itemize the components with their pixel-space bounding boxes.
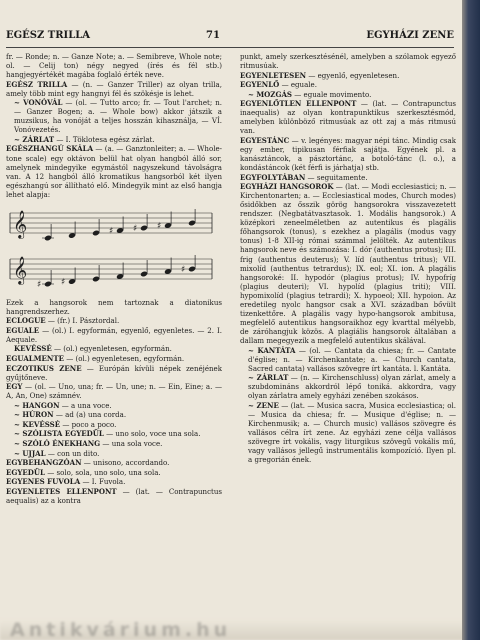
dictionary-entry	[6, 316, 222, 325]
sharp-icon: ♯	[109, 226, 114, 237]
sharp-icon: ♯	[133, 223, 138, 234]
entry-text: — (lat. — Contrapunctus inaequalis) az olyan kontrapunktikus szerkesztésmód, amelyben különböző ritmusúak az ott zaj a más ritmusú van.	[240, 99, 456, 136]
dictionary-entry	[240, 346, 456, 373]
dictionary-entry	[6, 344, 222, 353]
entry-headword: ECZOTIKUS ZENE	[6, 363, 82, 373]
entry-text: — (ol. — Cantata da chiesa; fr. — Cantate d'église; n. — Kirchenkantate; a. — Church cantata, Sacred cantata) vallásos szövegre írt kantáta. l. Kantáta.	[248, 345, 456, 373]
dictionary-entry	[6, 468, 222, 477]
entry-headword: EGYENLETESEN	[240, 70, 307, 80]
entry-headword: ~ KEVÉSSÉ	[14, 419, 61, 429]
entry-headword: EGUALE	[6, 325, 40, 335]
staff-note	[164, 257, 172, 274]
dictionary-entry	[240, 90, 456, 99]
entry-headword: EGYENLŐTLEN ELLENPONT	[240, 99, 357, 109]
entry-text: — (n. — Ganzer Triller) az olyan trilla, amely több mint egy hangnyi fél és szökésje is lehet.	[6, 79, 222, 98]
whole-tone-scale-staff	[6, 201, 216, 296]
entry-text: — (lat. — Musica sacra, Musica ecclesiastica; ol. — Musica da chiesa; fr. — Musique d'église; n. — Kirchenmusik; a. — Church music) vallásos szövegre és vallásos célra írt zene. Az egyházi zene célja vallásos szövegre írt vokális, vagy liturgikus szövegű vokális mű, vagy vallásos jellegű instrumentális kompozíció. Ilyen pl. a gregorián ének.	[248, 400, 456, 465]
entry-headword: KEVÉSSÉ	[14, 344, 52, 354]
entry-text: — (n. — Kirchenschluss) olyan zárlat, amely a szubdomináns akkordról lépő toniká. akkordra, vagy olyan zárlatra amely egyházi zenében szokásos.	[248, 373, 456, 401]
dictionary-entry	[6, 449, 222, 458]
staff-system	[10, 255, 212, 290]
entry-text: fr. — Ronde; n. — Ganze Note; a. — Semibreve, Whole note; ol. — Celij ton) négy negyed (írés és fél stb.) hangjegyértékét magába foglaló érték neve.	[6, 52, 222, 80]
dictionary-entry	[6, 364, 222, 382]
entry-text: — I. Töklotesa egész zárlat.	[54, 134, 155, 144]
dictionary-entry	[240, 401, 456, 464]
entry-headword: ~ KANTÁTA	[248, 345, 296, 355]
header-left-title: EGÉSZ TRILLA	[6, 30, 91, 41]
staff-system	[10, 209, 212, 241]
entry-headword: ~ ZENE	[248, 400, 279, 410]
entry-text: — a una voce.	[59, 400, 112, 410]
entry-text: — uno solo, voce una sola.	[103, 429, 201, 439]
staff-note	[68, 221, 76, 238]
entry-headword: EGÉSZ TRILLA	[6, 79, 68, 89]
entry-text: — (lat. — Modi ecclesiastici; n. — Kirchentonarten; a. — Ecclesiastical modes, Church modes) ősidőkben az ősszik görög hangsorokra visszavezetett rendszer. (Negbatátvasztasok. 1. Modális hangsorok.) A középkori zeneelméletben az autentikus és plagális főhangsorok (tonus), s ezekhez a plagális (modus vagy tonus) 1-8 XII-ig római számmal jelölték. Az autentikus hangsorok neve és számozása: I. dór (authentus protus); III. frig (authentus deuterus); V. líd (authentus tritus); VII. mixolíd (authentus tetrardus); IX. eol; XI. ion. A plagális hangsoroké: II. hypodór (plagius protus); IV. hypofríg (plagius deuteri); VI. hypolíd (plagius triti); VIII. hypomixolíd (plagius tetrardi); X. hypoeol; XII. hypoion. Az eredetileg nyolc hangsor csak a XVI. században bővült tizenkettőre. A plagális vagy hypo-hangsorok ambitusa, megfelelő autentikus hangsoraikhoz egy kvarttal mélyebb, de záróhangjuk közös. A plagiális hangsorok általában a dallam megegyezik a megfelelő autentikus skálával.	[240, 182, 456, 345]
dictionary-entry	[6, 410, 222, 419]
right-column	[240, 52, 456, 620]
dictionary-entry	[6, 135, 222, 144]
entry-headword: EGÉSZHANGÚ SKÁLA	[6, 144, 94, 154]
dictionary-entry	[6, 439, 222, 448]
entry-text: — I. Fuvola.	[80, 477, 126, 487]
staff-note	[109, 216, 124, 236]
dictionary-entry	[6, 429, 222, 438]
dictionary-entry	[6, 382, 222, 400]
entry-text: — eguale movimento.	[292, 89, 372, 99]
header-right-title: EGYHÁZI ZENE	[366, 30, 454, 41]
entry-headword: ~ UJJAL	[14, 448, 46, 458]
entry-headword: EGYEDÜL	[6, 467, 46, 477]
dictionary-entry	[6, 354, 222, 363]
entry-text: — (ol.) egyenletesen, egyformán.	[51, 344, 172, 354]
dictionary-entry	[6, 477, 222, 486]
entry-headword: EGUALMENTE	[6, 354, 64, 364]
dictionary-entry	[240, 71, 456, 80]
sharp-icon: ♯	[37, 279, 42, 290]
staff-note	[116, 262, 124, 279]
staff-note	[37, 270, 54, 290]
dictionary-entry	[6, 401, 222, 410]
treble-clef-icon: 𝄞	[13, 255, 28, 284]
dictionary-entry	[240, 52, 456, 70]
dictionary-entry	[6, 458, 222, 467]
sharp-icon: ♯	[181, 264, 186, 275]
sharp-icon: ♯	[61, 277, 66, 288]
entry-headword: ~ MOZGÁS	[248, 89, 293, 99]
entry-text: — (lat. — Contrapunctus aequalis) az a kontra	[6, 486, 222, 505]
staff-note	[61, 267, 76, 287]
dictionary-entry	[6, 52, 222, 79]
dictionary-entry	[240, 173, 456, 182]
dictionary-entry	[6, 98, 222, 134]
staff-note	[157, 211, 172, 231]
entry-text: — egyenlő, egyenletesen.	[306, 70, 400, 80]
dictionary-entry	[240, 99, 456, 135]
treble-clef-icon: 𝄞	[13, 209, 28, 238]
entry-text: — unisono, accordando.	[81, 458, 170, 468]
dictionary-entry	[240, 182, 456, 345]
entry-text: — ad (a) una corda.	[53, 410, 127, 420]
entry-headword: EGYESTÁNC	[240, 135, 290, 145]
entry-headword: EGYENLŐ	[240, 80, 280, 90]
entry-text: — poco a poco.	[60, 419, 117, 429]
entry-headword: ~ HÚRON	[14, 410, 54, 420]
book-spine-edge	[462, 0, 480, 640]
entry-text: — eguale.	[279, 80, 317, 90]
entry-headword: EGYFOLYTÁBAN	[240, 172, 306, 182]
entry-text: Ezek a hangsorok nem tartoznak a diatonikus hangrendszerhez.	[6, 297, 222, 316]
entry-headword: ~ ZÁRLAT	[248, 373, 289, 383]
entry-text: — (a. — Ganztonleiter; a. — Whole-tone scale) egy oktávon belül hat olyan hangból álló sor, amelynek mindegyike egymástól nagyszekund távolságra van. A 12 hangból álló kromatikus hangsorból két ilyen egészhangú sor állítható elő. Mindegyik mint az első hangja lehet alapja:	[6, 144, 222, 199]
entry-headword: EGYHÁZI HANGSOROK	[240, 182, 334, 192]
page-number: 71	[206, 30, 220, 41]
entry-text: — Európán kívüli népek zenéjének gyűjtőneve.	[6, 363, 222, 382]
entry-headword: ~ SZÓLÓ ÉNEKHANG	[14, 438, 101, 448]
sharp-icon: ♯	[157, 221, 162, 232]
entry-headword: ~ ZÁRLAT	[14, 134, 55, 144]
dictionary-entry	[240, 373, 456, 400]
entry-text: punkt, amely szerkesztésénél, amelyben a szólamok egyező ritmusúak.	[240, 52, 456, 71]
entry-text: — (fr.) I. Pásztordal.	[45, 316, 120, 326]
dictionary-entry	[6, 420, 222, 429]
entry-text: — con un dito.	[45, 448, 100, 458]
dictionary-entry	[6, 144, 222, 198]
dictionary-entry	[6, 326, 222, 344]
entry-text: — una sola voce.	[100, 438, 163, 448]
entry-text: — (ol. — Tutto arco; fr. — Tout l'archet; n. — Ganzer Bogen; a. — Whole bow) akkor játszik a muzsikus, ha vonóját a teljes hosszán kihasználja, — VÍ. Vonóvezetés.	[14, 98, 222, 135]
music-example	[6, 201, 222, 296]
dictionary-entry	[6, 298, 222, 316]
entry-text: — (ol.) egyenletesen, egyformán.	[63, 354, 185, 364]
entry-text: — v. legényes: magyar népi tánc. Mindig csak egy ember, tipikusan férfiak sajátja. Egyének pl. a kanásztáncok, a pásztortánc, a botoló-tánc (l. o.), a kondástáncok (két férfi is járhatja) stb.	[240, 135, 456, 173]
entry-headword: EGYENES FUVOLA	[6, 477, 81, 487]
header-rule	[6, 47, 454, 48]
entry-headword: ~ HANGON	[14, 400, 60, 410]
entry-text: — (ol. — Uno, una; fr. — Un, une; n. — Ein, Eine; a. — A, An, One) számnév.	[6, 382, 222, 401]
entry-headword: ECLOGUE	[6, 316, 46, 326]
entry-headword: EGYENLETES ELLENPONT	[6, 486, 117, 496]
staff-note	[133, 214, 148, 234]
entry-text: — solo, sola, uno solo, una sola.	[45, 467, 161, 477]
entry-text: — seguitamente.	[305, 172, 368, 182]
staff-note	[181, 255, 196, 275]
dictionary-entry	[6, 487, 222, 505]
entry-headword: ~ VONÓVÁL	[14, 98, 63, 108]
entry-headword: EGY	[6, 382, 23, 392]
dictionary-entry	[240, 136, 456, 172]
running-header	[6, 30, 458, 44]
entry-headword: EGYBEHANGZÓAN	[6, 458, 82, 468]
entry-text: — (ol.) I. egyformán, egyenlő, egyenletes. — 2. I. Aequale.	[6, 325, 222, 344]
left-column	[6, 52, 222, 620]
entry-headword: ~ SZÓLISTA EGYEDÜL	[14, 429, 104, 439]
blurred-bottom-text: Antikvárium.hu	[0, 620, 462, 640]
dictionary-entry	[6, 80, 222, 98]
dictionary-entry	[240, 80, 456, 89]
